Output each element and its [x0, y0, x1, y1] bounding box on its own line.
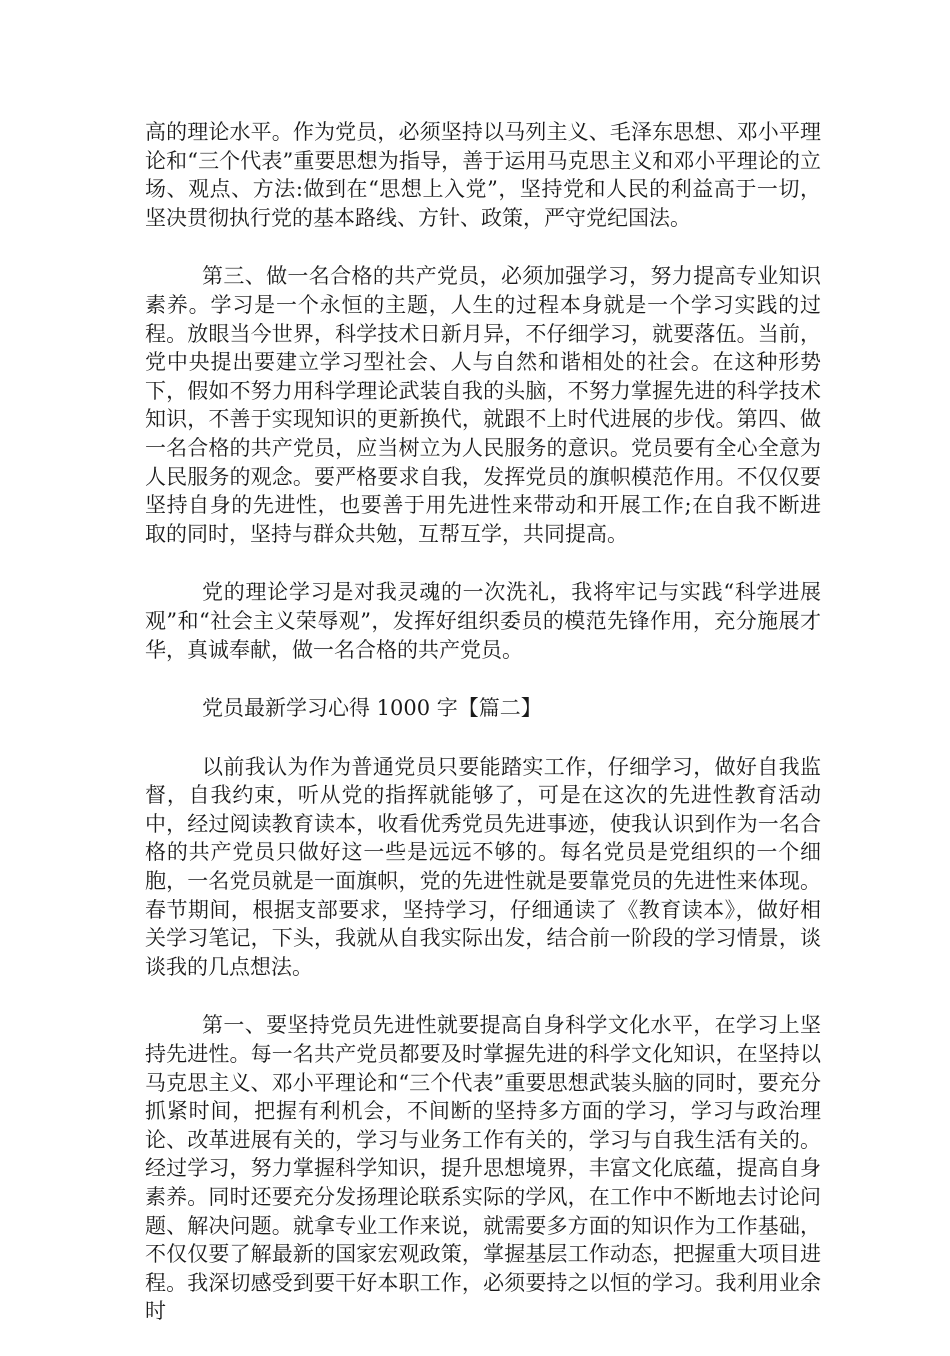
paragraph-conclusion: 党的理论学习是对我灵魂的一次洗礼，我将牢记与实践“科学进展观”和“社会主义荣辱观”，发挥好组织委员的模范先锋作用，充分施展才华，真诚奉献，做一名合格的共产党员。 — [145, 580, 821, 662]
paragraph-third-point: 第三、做一名合格的共产党员，必须加强学习，努力提高专业知识素养。学习是一个永恒的主题，人生的过程本身就是一个学习实践的过程。放眼当今世界，科学技术日新月异，不仔细学习，就要落伍。当前，党中央提出要建立学习型社会、人与自然和谐相处的社会。在这种形势下，假如不努力用科学理论武装自我的头脑，不努力掌握先进的科学技术知识，不善于实现知识的更新换代，就跟不上时代进展的步伐。第四、做一名合格的共产党员，应当树立为人民服务的意识。党员要有全心全意为人民服务的观念。要严格要求自我，发挥党员的旗帜模范作用。不仅仅要坚持自身的先进性，也要善于用先进性来带动和开展工作;在自我不断进取的同时，坚持与群众共勉，互帮互学，共同提高。 — [145, 264, 821, 546]
section-heading-part-two: 党员最新学习心得 1000 字【篇二】 — [202, 696, 542, 721]
paragraph-first-point: 第一、要坚持党员先进性就要提高自身科学文化水平，在学习上坚持先进性。每一名共产党员都要及时掌握先进的科学文化知识，在坚持以马克思主义、邓小平理论和“三个代表”重要思想武装头脑的同时，要充分抓紧时间，把握有利机会，不间断的坚持多方面的学习，学习与政治理论、改革进展有关的，学习与业务工作有关的，学习与自我生活有关的。经过学习，努力掌握科学知识，提升思想境界，丰富文化底蕴，提高自身素养。同时还要充分发扬理论联系实际的学风，在工作中不断地去讨论问题、解决问题。就拿专业工作来说，就需要多方面的知识作为工作基础，不仅仅要了解最新的国家宏观政策，掌握基层工作动态，把握重大项目进程。我深切感受到要干好本职工作，必须要持之以恒的学习。我利用业余时 — [145, 1013, 821, 1324]
document-body — [145, 118, 821, 1356]
paragraph-continued: 高的理论水平。作为党员，必须坚持以马列主义、毛泽东思想、邓小平理论和“三个代表”重要思想为指导，善于运用马克思主义和邓小平理论的立场、观点、方法:做到在“思想上入党”，坚持党和人民的利益高于一切，坚决贯彻执行党的基本路线、方针、政策，严守党纪国法。 — [145, 120, 821, 230]
paragraph-introduction: 以前我认为作为普通党员只要能踏实工作，仔细学习，做好自我监督，自我约束，听从党的指挥就能够了，可是在这次的先进性教育活动中，经过阅读教育读本，收看优秀党员先进事迹，使我认识到作为一名合格的共产党员只做好这一些是远远不够的。每名党员是党组织的一个细胞，一名党员就是一面旗帜，党的先进性就是要靠党员的先进性来体现。春节期间，根据支部要求，坚持学习，仔细通读了《教育读本》，做好相关学习笔记，下头，我就从自我实际出发，结合前一阶段的学习情景，谈谈我的几点想法。 — [145, 754, 821, 979]
